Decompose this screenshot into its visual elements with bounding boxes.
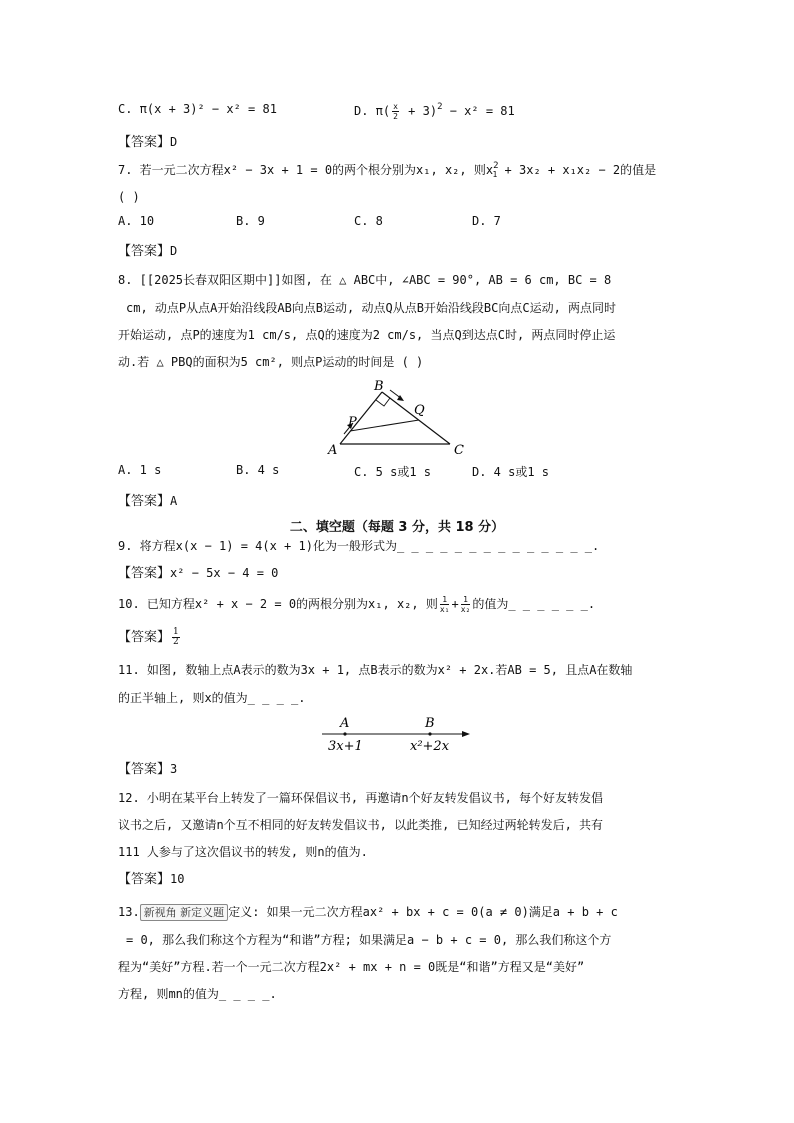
q8-line-2: cm, 动点P从点A开始沿线段AB向点B运动, 动点Q从点B开始沿线段BC向点C运动, 两点同时 — [126, 301, 617, 315]
q10-answer-fraction — [172, 628, 180, 647]
q9-stem: 9. 将方程x(x − 1) = 4(x + 1)化为一般形式为_ _ _ _ _ _ _ _ _ _ _ _ _ _. — [118, 539, 600, 553]
axis-arrow-icon — [462, 731, 470, 737]
q13-line-3: 程为“美好”方程.若一个一元二次方程2x² + mx + n = 0既是“和谐”方程又是“美好” — [118, 960, 585, 974]
label-b: B — [425, 716, 435, 731]
q7-answer — [118, 241, 177, 262]
segment-ab — [340, 392, 382, 444]
q6-answer — [118, 132, 177, 153]
q11-answer — [118, 759, 177, 780]
q8-line-4: 动.若 △ PBQ的面积为5 cm², 则点P运动的时间是 ( ) — [118, 355, 424, 369]
value-a: 3x+1 — [328, 739, 363, 754]
answer-value: x² − 5x − 4 = 0 — [170, 566, 279, 580]
answer-label: 【答案】 — [118, 135, 171, 150]
q8-option-a: A. 1 s — [118, 463, 162, 477]
q13-line-2: = 0, 那么我们称这个方程为“和谐”方程; 如果满足a − b + c = 0, 那么我们称这个方 — [126, 933, 612, 947]
q8-option-b: B. 4 s — [236, 463, 280, 477]
answer-label: 【答案】 — [118, 762, 171, 777]
answer-label: 【答案】 — [118, 566, 171, 581]
answer-value: D — [170, 244, 178, 258]
q13-line-1-text: 定义: 如果一元二次方程ax² + bx + c = 0(a ≠ 0)满足a + b + c — [228, 905, 618, 919]
q6-option-d-prefix: D. π( — [354, 104, 391, 118]
q11-number-line — [318, 712, 478, 756]
q12-line-3: 111 人参与了这次倡议书的转发, 则n的值为. — [118, 845, 368, 859]
answer-value: D — [170, 135, 178, 149]
q6-option-d: D. π( $\frac{x}{2}$ + 3)$^2$ − x² = 81 — [354, 102, 515, 121]
q10-stem-b: 的值为_ _ _ _ _ _. — [472, 597, 596, 611]
q7-stem-b: + 3x₂ + x₁x₂ − 2的值是 — [497, 163, 657, 177]
q6-option-d-suffix: + 3) — [400, 104, 438, 118]
q11-line-1: 11. 如图, 数轴上点A表示的数为3x + 1, 点B表示的数为x² + 2x.若AB = 5, 且点A在数轴 — [118, 663, 633, 677]
segment-bc — [382, 392, 450, 444]
q6-option-c: C. π(x + 3)² − x² = 81 — [118, 102, 277, 116]
q6-option-d-tail: − x² = 81 — [442, 104, 515, 118]
q7-option-c: C. 8 — [354, 214, 383, 228]
q10-fraction-1: $\frac{1}{\text{x₁}}$ — [439, 595, 450, 614]
q10-fraction-2: $\frac{1}{\text{x₂}}$ — [460, 595, 471, 614]
q12-line-1: 12. 小明在某平台上转发了一篇环保倡议书, 再邀请n个好友转发倡议书, 每个好友转发倡 — [118, 791, 604, 805]
section-title: 二、填空题（每题 3 分，共 18 分） — [289, 520, 505, 535]
q13-badge: 新视角 新定义题 — [140, 904, 229, 921]
label-q: Q — [414, 403, 425, 418]
label-b: B — [374, 379, 384, 394]
q7-paren: ( ) — [118, 190, 140, 204]
answer-value: A — [170, 494, 178, 508]
q6-fraction — [392, 102, 399, 121]
answer-num: 1 — [173, 627, 179, 637]
answer-den: 2 — [173, 637, 179, 647]
answer-value: 10 — [170, 872, 185, 886]
answer-label: 【答案】 — [118, 494, 171, 509]
q6-fraction-den: 2 — [393, 112, 398, 121]
q11-line-2: 的正半轴上, 则x的值为_ _ _ _. — [118, 691, 306, 705]
q13-line-1 — [118, 902, 618, 922]
q8-line-3: 开始运动, 点P的速度为1 cm/s, 点Q的速度为2 cm/s, 当点Q到达点C时, 两点同时停止运 — [118, 328, 616, 342]
label-c: C — [454, 443, 464, 458]
q10-stem: 10. 已知方程x² + x − 2 = 0的两根分别为x₁, x₂, 则 $\frac{1}{\text{x₁}}$ + $\frac{1}{\text{x₂}}$ 的值为_ _ _ _ _ _. — [118, 595, 596, 614]
answer-value: 3 — [170, 762, 178, 776]
point-b — [428, 732, 431, 735]
q13-line-4: 方程, 则mn的值为_ _ _ _. — [118, 987, 277, 1001]
answer-label: 【答案】 — [118, 244, 171, 259]
q8-option-d: D. 4 s或1 s — [472, 465, 550, 479]
value-b: x²+2x — [410, 739, 450, 754]
segment-pq — [350, 420, 419, 431]
q12-line-2: 议书之后, 又邀请n个互不相同的好友转发倡议书, 以此类推, 已知经过两轮转发后, 共有 — [118, 818, 604, 832]
q8-line-1: 8. [[2025长春双阳区期中]]如图, 在 △ ABC中, ∠ABC = 90°, AB = 6 cm, BC = 8 — [118, 273, 612, 287]
q10-stem-a: 10. 已知方程x² + x − 2 = 0的两根分别为x₁, x₂, 则 — [118, 597, 438, 611]
right-angle-mark — [376, 398, 390, 406]
label-p: P — [348, 415, 357, 430]
q10-answer — [118, 628, 182, 648]
q7-option-b: B. 9 — [236, 214, 265, 228]
answer-label: 【答案】 — [118, 630, 171, 645]
q13-number: 13. — [118, 905, 140, 919]
q8-triangle-figure — [320, 378, 480, 458]
answer-label: 【答案】 — [118, 872, 171, 887]
q7-option-a: A. 10 — [118, 214, 155, 228]
label-a: A — [328, 443, 338, 458]
q9-answer — [118, 563, 278, 584]
q6-fraction-num: x — [393, 102, 398, 111]
q12-answer — [118, 869, 184, 890]
point-a — [343, 732, 346, 735]
q7-stem: 7. 若一元二次方程x² − 3x + 1 = 0的两个根分别为x₁, x₂, 则$x^2_1 + 3x_2 + x_1x_2 - 2$的值是 — [118, 161, 657, 180]
q7-option-d: D. 7 — [472, 214, 501, 228]
q8-answer — [118, 491, 177, 512]
q7-stem-a: 7. 若一元二次方程x² − 3x + 1 = 0的两个根分别为x₁, x₂, 则x — [118, 163, 494, 177]
q8-option-c: C. 5 s或1 s — [354, 465, 432, 479]
label-a: A — [340, 716, 350, 731]
